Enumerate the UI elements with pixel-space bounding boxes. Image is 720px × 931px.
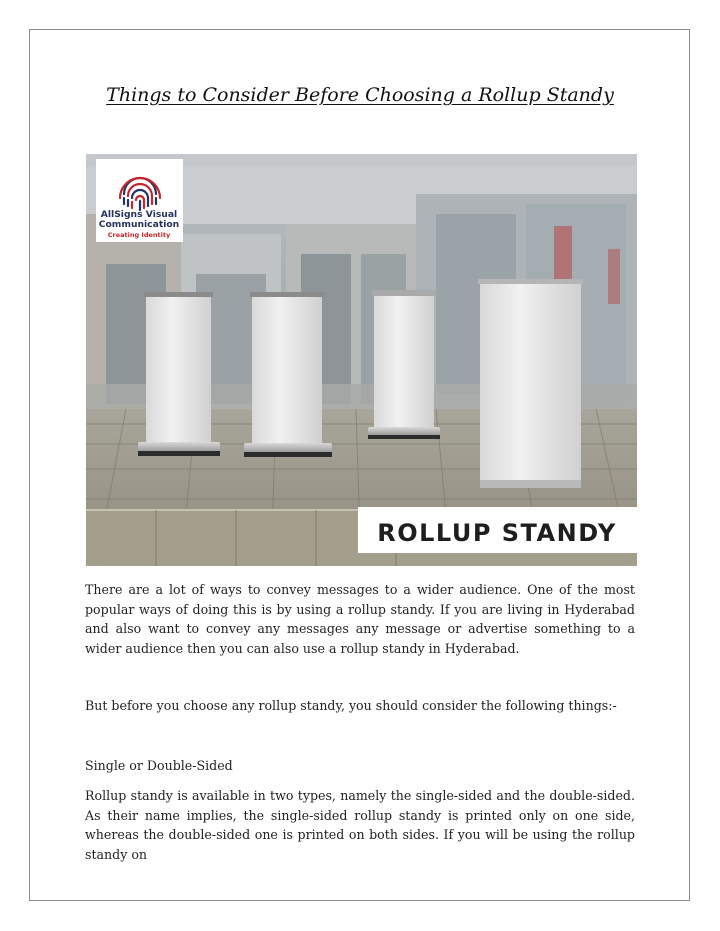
- paragraph-sided: Rollup standy is available in two types, namely the single-sided and the double-sided. As their name implies, the single-sided rollup standy is printed only on one side, whereas the double-sided one is printed on both sides. If you will be using the rollup standy on: [85, 788, 635, 862]
- logo-line1: AllSigns Visual: [100, 209, 178, 220]
- section-heading: Single or Double-Sided: [85, 758, 233, 773]
- banner-text: ROLLUP STANDY: [377, 519, 617, 547]
- logo-tagline: Creating Identity: [107, 231, 171, 239]
- paragraph-consider: But before you choose any rollup standy, you should consider the following things:-: [85, 698, 617, 713]
- page-title: Things to Consider Before Choosing a Rollup Standy: [106, 84, 614, 106]
- company-logo: [96, 159, 183, 242]
- hero-image: [86, 154, 637, 566]
- paragraph-intro: There are a lot of ways to convey messages to a wider audience. One of the most popular ways of doing this is by using a rollup standy. If you are living in Hyderabad and also want to convey any messages any message or advertise something to a wider audience then you can also use a rollup standy in Hyderabad.: [85, 582, 635, 656]
- logo-line2: Communication: [98, 219, 180, 230]
